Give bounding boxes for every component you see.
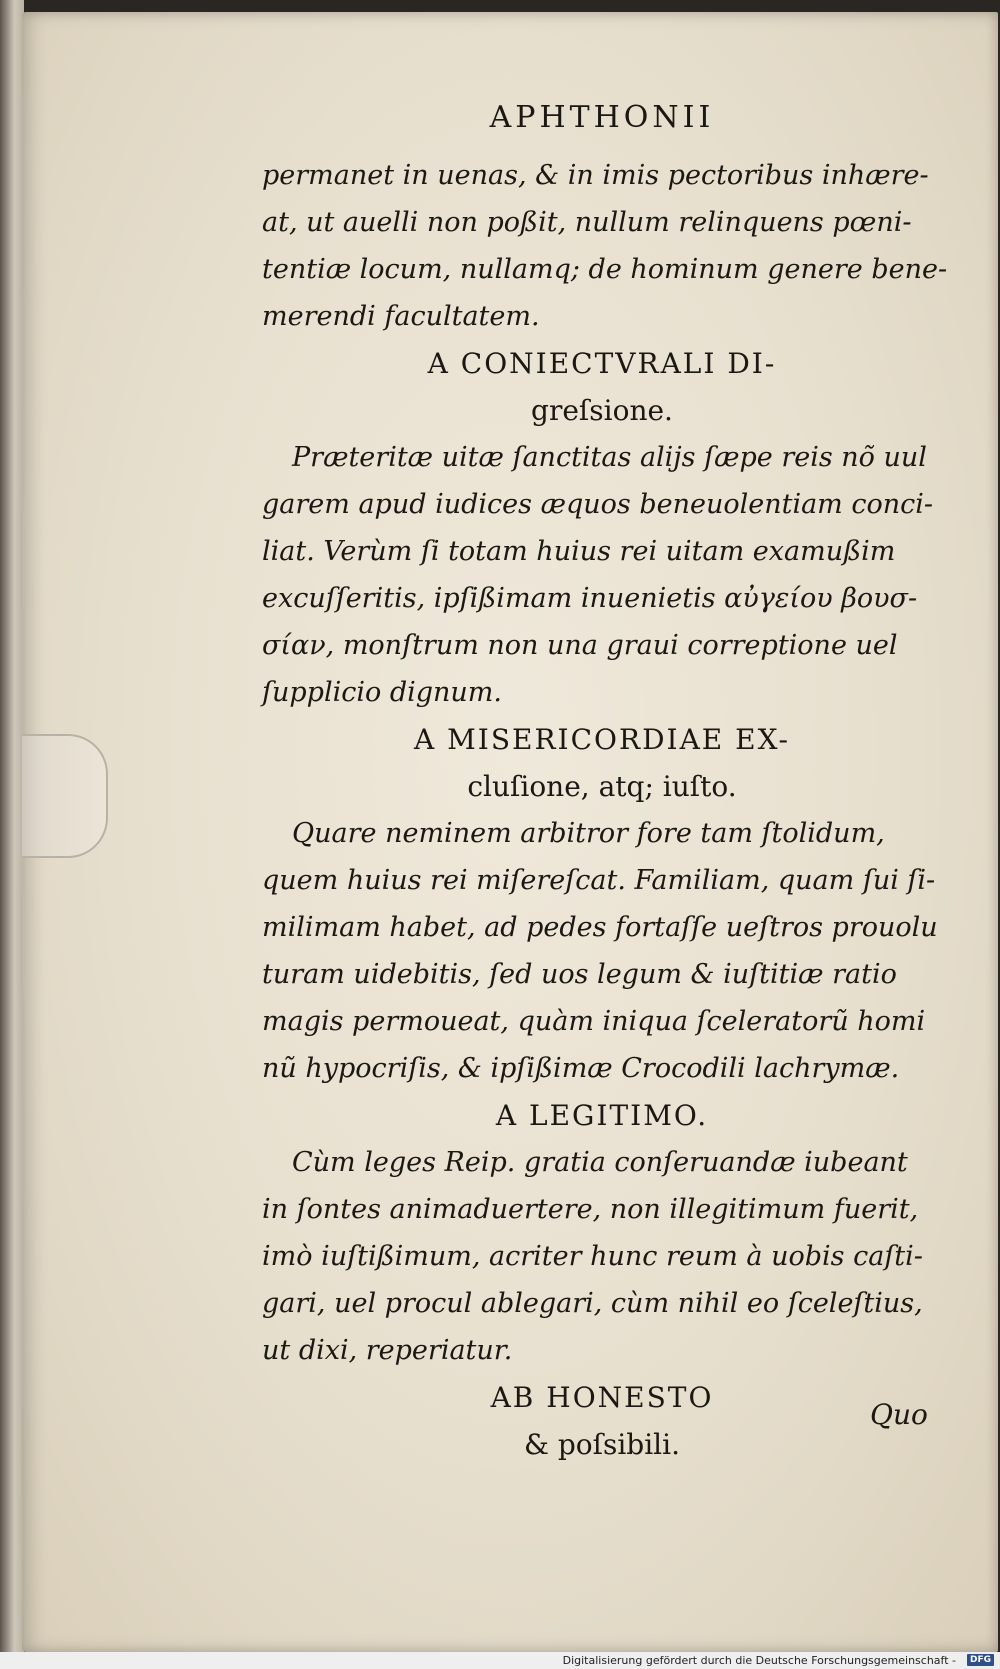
heading-line: greſsione. [531, 394, 673, 427]
section-paragraph [262, 434, 942, 716]
running-head: APHTHONII [489, 100, 715, 135]
text-block [262, 100, 948, 1468]
section-heading-legitimo [262, 1092, 942, 1139]
text-line: in ſontes animaduertere, non illegitimum fuerit, [262, 1194, 919, 1225]
section-paragraph [262, 810, 942, 1092]
book-edge [0, 0, 24, 1669]
text-line: garem apud iudices æquos beneuolentiam conci- [262, 489, 934, 520]
text-line: Quare neminem arbitror fore tam ſtolidum, [292, 818, 885, 849]
section-paragraph [262, 1139, 942, 1374]
text-line: excuſſeritis, ipſißimam inuenietis αὐγείου βουσ- [262, 583, 918, 614]
text-line: at, ut auelli non poßit, nullum relinquens pœni- [262, 207, 912, 238]
heading-line: A MISERICORDIAE EX- [414, 723, 790, 756]
text-line: milimam habet, ad pedes fortaſſe ueſtros prouolu [262, 912, 938, 943]
text-line: magis permoueat, quàm iniqua ſceleratorũ homi [262, 1006, 926, 1037]
text-line: merendi facultatem. [262, 301, 540, 332]
text-line: ſupplicio dignum. [262, 677, 502, 708]
opening-paragraph [262, 152, 948, 340]
text-line: quem huius rei miſereſcat. Familiam, quam ſui ſi- [262, 865, 936, 896]
dfg-logo: DFG [967, 1654, 994, 1666]
text-line: Præteritæ uitæ ſanctitas alijs ſæpe reis nõ uul [292, 442, 927, 473]
text-line: turam uidebitis, ſed uos legum & iuſtitiæ ratio [262, 959, 897, 990]
text-line: ut dixi, reperiatur. [262, 1335, 513, 1366]
page-clip [22, 734, 108, 858]
catchword: Quo [870, 1398, 928, 1431]
heading-line: cluſione, atq; iuſto. [467, 770, 737, 803]
footer-text: Digitalisierung gefördert durch die Deutsche Forschungsgemeinschaft - [562, 1654, 956, 1667]
text-line: nũ hypocriſis, & ipſißimæ Crocodili lachrymæ. [262, 1053, 900, 1084]
section-heading-misericordiae [262, 716, 942, 810]
heading-line: AB HONESTO [490, 1381, 714, 1414]
text-line: gari, uel procul ablegari, cùm nihil eo ſceleſtius, [262, 1288, 923, 1319]
text-line: permanet in uenas, & in imis pectoribus inhære- [262, 160, 929, 191]
heading-line: A CONIECTVRALI DI- [427, 347, 777, 380]
text-line: liat. Verùm ſi totam huius rei uitam examußim [262, 536, 896, 567]
text-line: tentiæ locum, nullamq; de hominum genere bene- [262, 254, 948, 285]
heading-line: & poſsibili. [524, 1428, 680, 1461]
heading-line: A LEGITIMO. [495, 1099, 709, 1132]
section-heading-honesto [262, 1374, 942, 1468]
text-line: Cùm leges Reip. gratia conſeruandæ iubeant [292, 1147, 908, 1178]
section-heading-coniecturali [262, 340, 942, 434]
text-line: σίαν, monſtrum non una graui correptione uel [262, 630, 898, 661]
text-line: imò iuſtißimum, acriter hunc reum à uobis caſti- [262, 1241, 923, 1272]
